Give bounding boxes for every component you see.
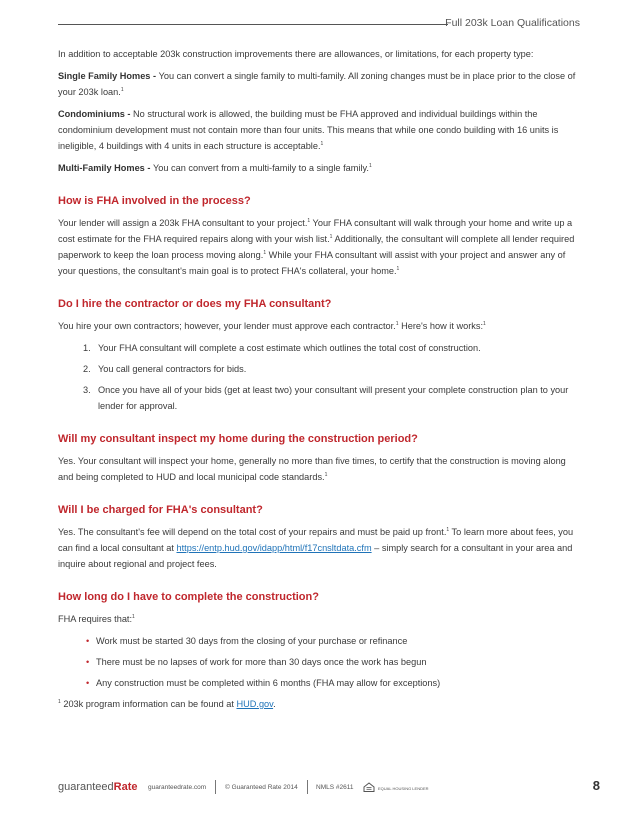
footer-website: guaranteedrate.com xyxy=(148,784,207,791)
page-number: 8 xyxy=(592,778,600,793)
header-title: Full 203k Loan Qualifications xyxy=(445,17,580,29)
text-run: 203k program information can be found at xyxy=(60,699,237,709)
property-condominiums: Condominiums - No structural work is allowed, the building must be FHA approved and individual buildings within the condominium development must not contain more than four units. This means that while one condo building with 16 units is ineligible, 4 buildings with 4 units in each structure is acceptable.$^1$ xyxy=(58,109,559,151)
heading-charged: Will I be charged for FHA's consultant? xyxy=(58,504,263,516)
intro-paragraph: In addition to acceptable 203k construction improvements there are allowances, or limitations, for each property type: xyxy=(58,49,534,59)
footnote-mark: 1 xyxy=(58,698,61,705)
footer-divider xyxy=(307,780,308,794)
text-run: FHA requires that: xyxy=(58,614,133,624)
heading-how-long: How long do I have to complete the construction? xyxy=(58,591,319,603)
list-item xyxy=(83,361,580,377)
property-text: You can convert a single family to multi-family. All zoning changes must be in place prior to the close of your 203k loan. xyxy=(58,71,576,97)
property-multi-family: Multi-Family Homes - You can convert from a multi-family to a single family.$^1$ xyxy=(58,162,372,173)
property-single-family: Single Family Homes - You can convert a single family to multi-family. All zoning changes must be in place prior to the close of your 203k loan.$^1$ xyxy=(58,71,576,97)
property-label: Single Family Homes xyxy=(58,71,151,81)
text-run: Additionally, the consultant will complete all lender required paperwork to keep the loan process moving along. xyxy=(58,234,575,260)
document-body xyxy=(58,46,580,718)
list-number: 2. xyxy=(83,364,91,374)
footer-ehl: EQUAL HOUSING LENDER xyxy=(378,786,429,791)
charged-paragraph: Yes. The consultant's fee will depend on the total cost of your repairs and must be paid up front.$^1$ To learn more about fees, you can find a local consultant at https://entp.hud.gov/idapp/html/f17cnsltdata.cfm – simply search for a consultant in your area and inquire about regional and project fees. xyxy=(58,526,574,569)
page-footer xyxy=(0,778,638,802)
bullet-icon: • xyxy=(86,678,90,688)
text-run: Yes. Your consultant will inspect your home, generally no more than five times, to certify that the construction is moving along and being completed to HUD and local municipal code standards. xyxy=(58,456,566,482)
list-item xyxy=(86,675,580,691)
hud-consultant-link[interactable]: https://entp.hud.gov/idapp/html/f17cnsltdata.cfm xyxy=(176,543,372,553)
text-run: Your FHA consultant will walk through your home and write up a cost estimate for the FHA required repairs along with your wish list. xyxy=(58,218,573,244)
text-run: – simply search for a consultant in your area and inquire about regional and project fees. xyxy=(58,543,573,569)
list-number: 3. xyxy=(83,385,91,395)
text-run: While your FHA consultant will assist with your project and answer any of your questions, the consultant's main goal is to protect FHA's collateral, your home. xyxy=(58,250,566,276)
list-text: Any construction must be completed within 6 months (FHA may allow for exceptions) xyxy=(96,678,441,688)
list-text: Your FHA consultant will complete a cost estimate which outlines the total cost of construction. xyxy=(98,343,481,353)
hud-gov-link[interactable]: HUD.gov xyxy=(236,699,274,709)
heading-inspect: Will my consultant inspect my home during the construction period? xyxy=(58,433,418,445)
property-label: Multi-Family Homes xyxy=(58,163,145,173)
guaranteed-rate-logo xyxy=(58,781,138,793)
logo-text-accent: Rate xyxy=(113,781,138,793)
heading-fha-involved: How is FHA involved in the process? xyxy=(58,195,251,207)
footer-nmls: NMLS #2611 xyxy=(316,784,354,791)
equal-housing-icon xyxy=(363,782,375,792)
text-run: . xyxy=(273,699,276,709)
requirements-list xyxy=(58,633,580,691)
text-run: Here's how it works: xyxy=(398,321,483,331)
text-run: You hire your own contractors; however, your lender must approve each contractor. xyxy=(58,321,396,331)
contractor-steps-list xyxy=(58,340,580,414)
list-item xyxy=(86,654,580,670)
property-label: Condominiums xyxy=(58,109,125,119)
heading-hire-contractor: Do I hire the contractor or does my FHA consultant? xyxy=(58,298,332,310)
list-text: There must be no lapses of work for more than 30 days once the work has begun xyxy=(96,657,427,667)
footer-divider xyxy=(215,780,216,794)
list-item xyxy=(83,340,580,356)
bullet-icon: • xyxy=(86,657,90,667)
list-text: You call general contractors for bids. xyxy=(98,364,247,374)
fha-involved-paragraph: Your lender will assign a 203k FHA consultant to your project.$^1$ Your FHA consultant will walk through your home and write up a cost estimate for the FHA required repairs along with your wish list.$^1$ Additionally, the consultant will complete all lender required paperwork to keep the loan process moving along.$^1$ While your FHA consultant will assist with your project and answer any of your questions, the consultant's main goal is to protect FHA's collateral, your home.$^1$ xyxy=(58,217,575,276)
list-item xyxy=(83,382,580,414)
property-text: No structural work is allowed, the building must be FHA approved and individual buildings within the condominium development must not contain more than four units. This means that while one condo building with 16 units is ineligible, 4 buildings with 4 units in each structure is acceptable. xyxy=(58,109,559,151)
list-text: Once you have all of your bids (get at least two) your consultant will present your complete construction plan to your lender for approval. xyxy=(98,385,569,411)
text-run: To learn more about fees, you can find a local consultant at xyxy=(58,527,574,553)
footer-copyright: © Guaranteed Rate 2014 xyxy=(225,784,298,791)
text-run: Yes. The consultant's fee will depend on the total cost of your repairs and must be paid up front. xyxy=(58,527,447,537)
text-run: Your lender will assign a 203k FHA consultant to your project. xyxy=(58,218,308,228)
footnote xyxy=(58,696,580,712)
bullet-icon: • xyxy=(86,636,90,646)
logo-text: guaranteed xyxy=(58,781,114,793)
hire-contractor-paragraph: You hire your own contractors; however, your lender must approve each contractor.$^1$ Here's how it works:$^1$ xyxy=(58,320,486,331)
header-rule xyxy=(58,24,448,25)
list-number: 1. xyxy=(83,343,91,353)
list-item xyxy=(86,633,580,649)
how-long-intro: FHA requires that:$^1$ xyxy=(58,613,135,624)
inspect-paragraph: Yes. Your consultant will inspect your home, generally no more than five times, to certify that the construction is moving along and being completed to HUD and local municipal code standards.$^1$ xyxy=(58,456,566,482)
property-text: You can convert from a multi-family to a single family. xyxy=(152,163,369,173)
list-text: Work must be started 30 days from the closing of your purchase or refinance xyxy=(96,636,408,646)
